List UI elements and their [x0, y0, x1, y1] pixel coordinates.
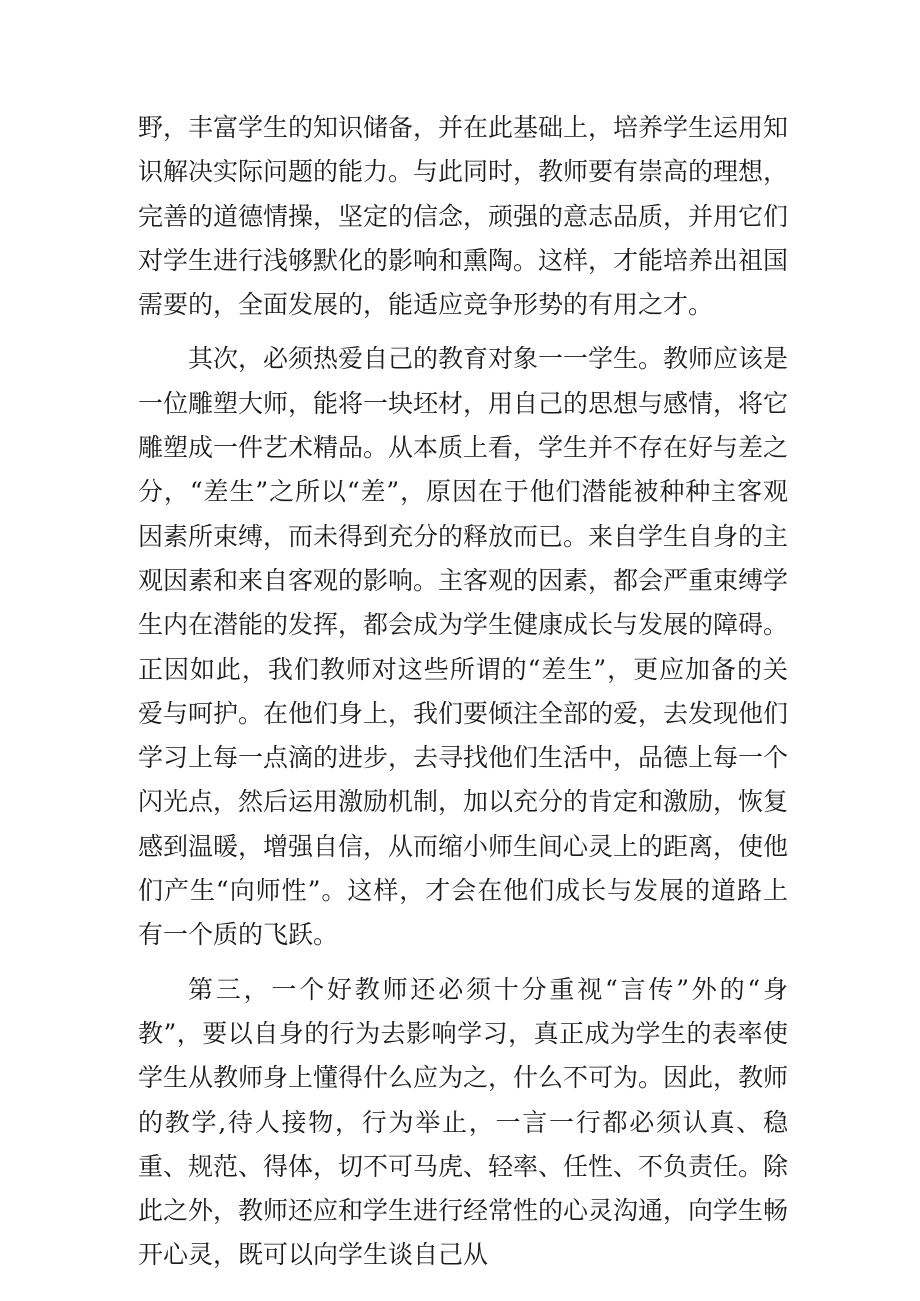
document-page: [138, 106, 788, 1278]
paragraph-third: 第三，一个好教师还必须十分重视“言传”外的“身教”，要以自身的行为去影响学习，真正成为学生的表率使学生从教师身上懂得什么应为之，什么不可为。因此，教师的教学,待人接物，行为举止，一言一行都必须认真、稳重、规范、得体，切不可马虎、轻率、任性、不负责任。除此之外，教师还应和学生进行经常性的心灵沟通，向学生畅开心灵，既可以向学生谈自己从: [138, 974, 789, 1270]
paragraph-continuation: 野，丰富学生的知识储备，并在此基础上，培养学生运用知识解决实际问题的能力。与此同时，教师要有崇高的理想，完善的道德情操，坚定的信念，顽强的意志品质，并用它们对学生进行浅够默化的影响和熏陶。这样，才能培养出祖国需要的，全面发展的，能适应竞争形势的有用之才。: [138, 113, 789, 320]
paragraph-second: 其次，必须热爱自己的教育对象一一学生。教师应该是一位雕塑大师，能将一块坯材，用自己的思想与感情，将它雕塑成一件艺术精品。从本质上看，学生并不存在好与差之分，“差生”之所以“差”，原因在于他们潜能被种种主客观因素所束缚，而未得到充分的释放而已。来自学生自身的主观因素和来自客观的影响。主客观的因素，都会严重束缚学生内在潜能的发挥，都会成为学生健康成长与发展的障碍。正因如此，我们教师对这些所谓的“差生”，更应加备的关爱与呵护。在他们身上，我们要倾注全部的爱，去发现他们学习上每一点滴的进步，去寻找他们生活中，品德上每一个闪光点，然后运用激励机制，加以充分的肯定和激励，恢复感到温暖，增强自信，从而缩小师生间心灵上的距离，使他们产生“向师性”。这样，才会在他们成长与发展的道路上有一个质的飞跃。: [138, 344, 789, 950]
